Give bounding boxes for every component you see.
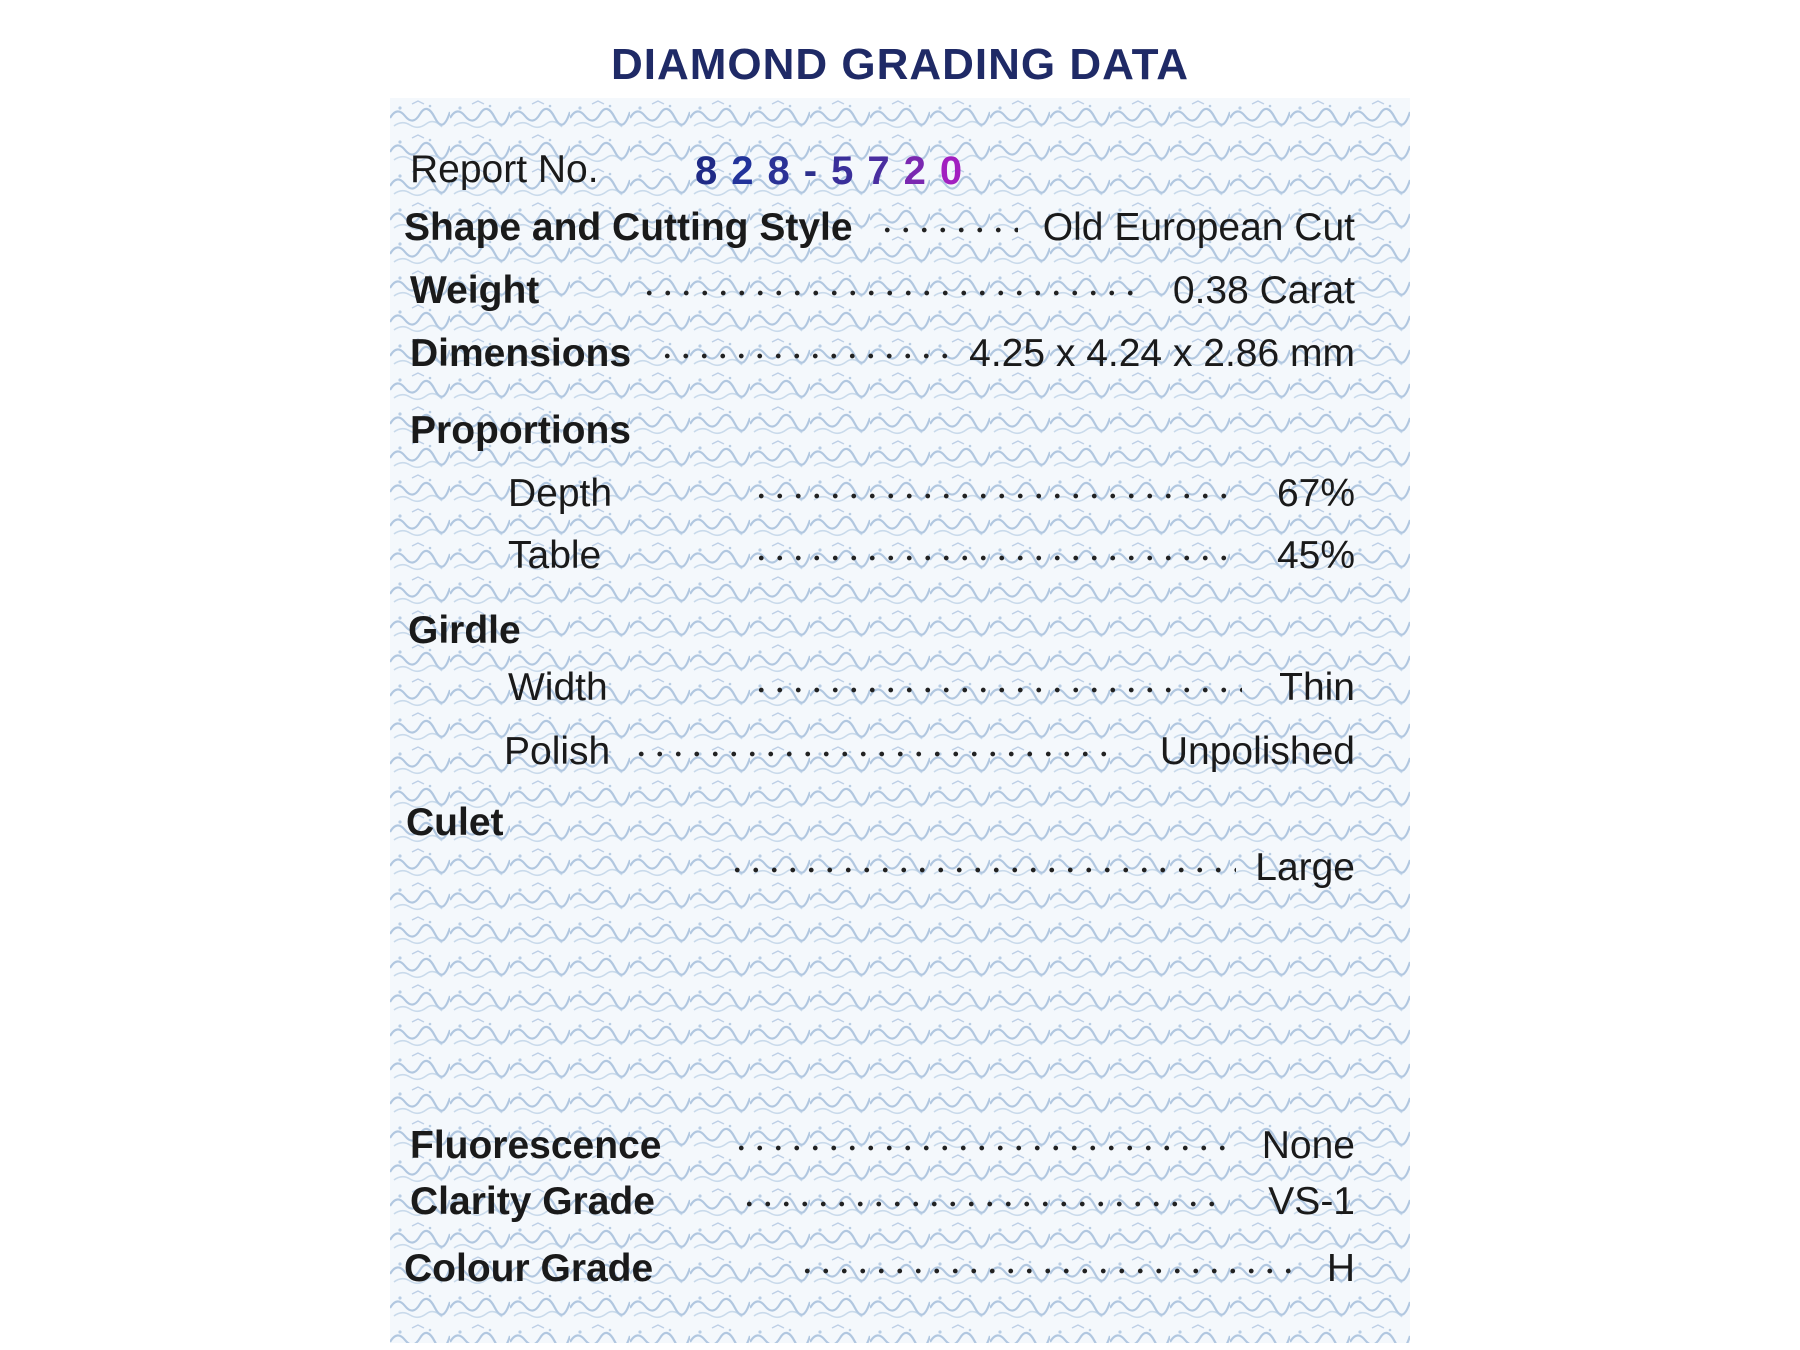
- proportions-heading-row: [390, 403, 1410, 459]
- fluorescence-value: None: [1261, 1124, 1355, 1167]
- shape-row: [390, 200, 1410, 256]
- table-row: [390, 528, 1410, 584]
- clarity-value: VS-1: [1268, 1180, 1355, 1223]
- dimensions-value: 4.25 x 4.24 x 2.86 mm: [969, 332, 1355, 375]
- depth-label: Depth: [508, 472, 613, 515]
- shape-label: Shape and Cutting Style: [404, 206, 853, 249]
- girdle-width-value: Thin: [1279, 666, 1355, 709]
- report-number-digit: 8: [695, 149, 722, 193]
- fluorescence-row: [390, 1118, 1410, 1174]
- leader-dots: [740, 1198, 1218, 1210]
- report-number-value: [695, 142, 976, 200]
- girdle-polish-label: Polish: [504, 730, 611, 773]
- girdle-polish-value: Unpolished: [1159, 730, 1355, 773]
- page-title: DIAMOND GRADING DATA: [610, 40, 1190, 89]
- leader-dots: [728, 864, 1236, 876]
- report-number-digit: 5: [831, 149, 858, 193]
- culet-heading: Culet: [406, 801, 504, 844]
- report-number-digit: 2: [731, 149, 758, 193]
- leader-dots: [640, 287, 1146, 299]
- leader-dots: [878, 224, 1018, 236]
- colour-row: [390, 1241, 1410, 1297]
- proportions-heading: Proportions: [410, 409, 631, 452]
- weight-row: [390, 263, 1410, 319]
- culet-value: Large: [1255, 846, 1355, 889]
- leader-dots: [732, 1142, 1226, 1154]
- report-number-digit: 7: [867, 149, 894, 193]
- table-label: Table: [508, 534, 602, 577]
- leader-dots: [752, 490, 1234, 502]
- leader-dots: [752, 552, 1234, 564]
- fluorescence-label: Fluorescence: [410, 1124, 662, 1167]
- colour-value: H: [1326, 1247, 1355, 1290]
- girdle-heading-row: [390, 603, 1410, 659]
- depth-value: 67%: [1276, 472, 1355, 515]
- weight-label: Weight: [410, 269, 540, 312]
- grading-sheet: [390, 98, 1410, 1343]
- report-number-digit: -: [803, 149, 822, 193]
- weight-value: 0.38 Carat: [1172, 269, 1355, 312]
- girdle-polish-row: [390, 724, 1410, 780]
- shape-value: Old European Cut: [1042, 206, 1355, 249]
- report-number-digit: 2: [903, 149, 930, 193]
- dimensions-row: [390, 326, 1410, 382]
- leader-dots: [632, 748, 1120, 760]
- report-number-digit: 8: [767, 149, 794, 193]
- colour-label: Colour Grade: [404, 1247, 654, 1290]
- girdle-heading: Girdle: [408, 609, 521, 652]
- clarity-label: Clarity Grade: [410, 1180, 655, 1223]
- dimensions-label: Dimensions: [410, 332, 632, 375]
- report-number-label: Report No.: [410, 148, 599, 191]
- leader-dots: [798, 1265, 1292, 1277]
- culet-value-row: [390, 840, 1410, 896]
- table-value: 45%: [1276, 534, 1355, 577]
- clarity-row: [390, 1174, 1410, 1230]
- girdle-width-label: Width: [508, 666, 608, 709]
- report-number-row: [390, 142, 1410, 198]
- depth-row: [390, 466, 1410, 522]
- leader-dots: [752, 684, 1242, 696]
- report-number-digit: 0: [939, 149, 967, 193]
- leader-dots: [658, 350, 948, 362]
- girdle-width-row: [390, 660, 1410, 716]
